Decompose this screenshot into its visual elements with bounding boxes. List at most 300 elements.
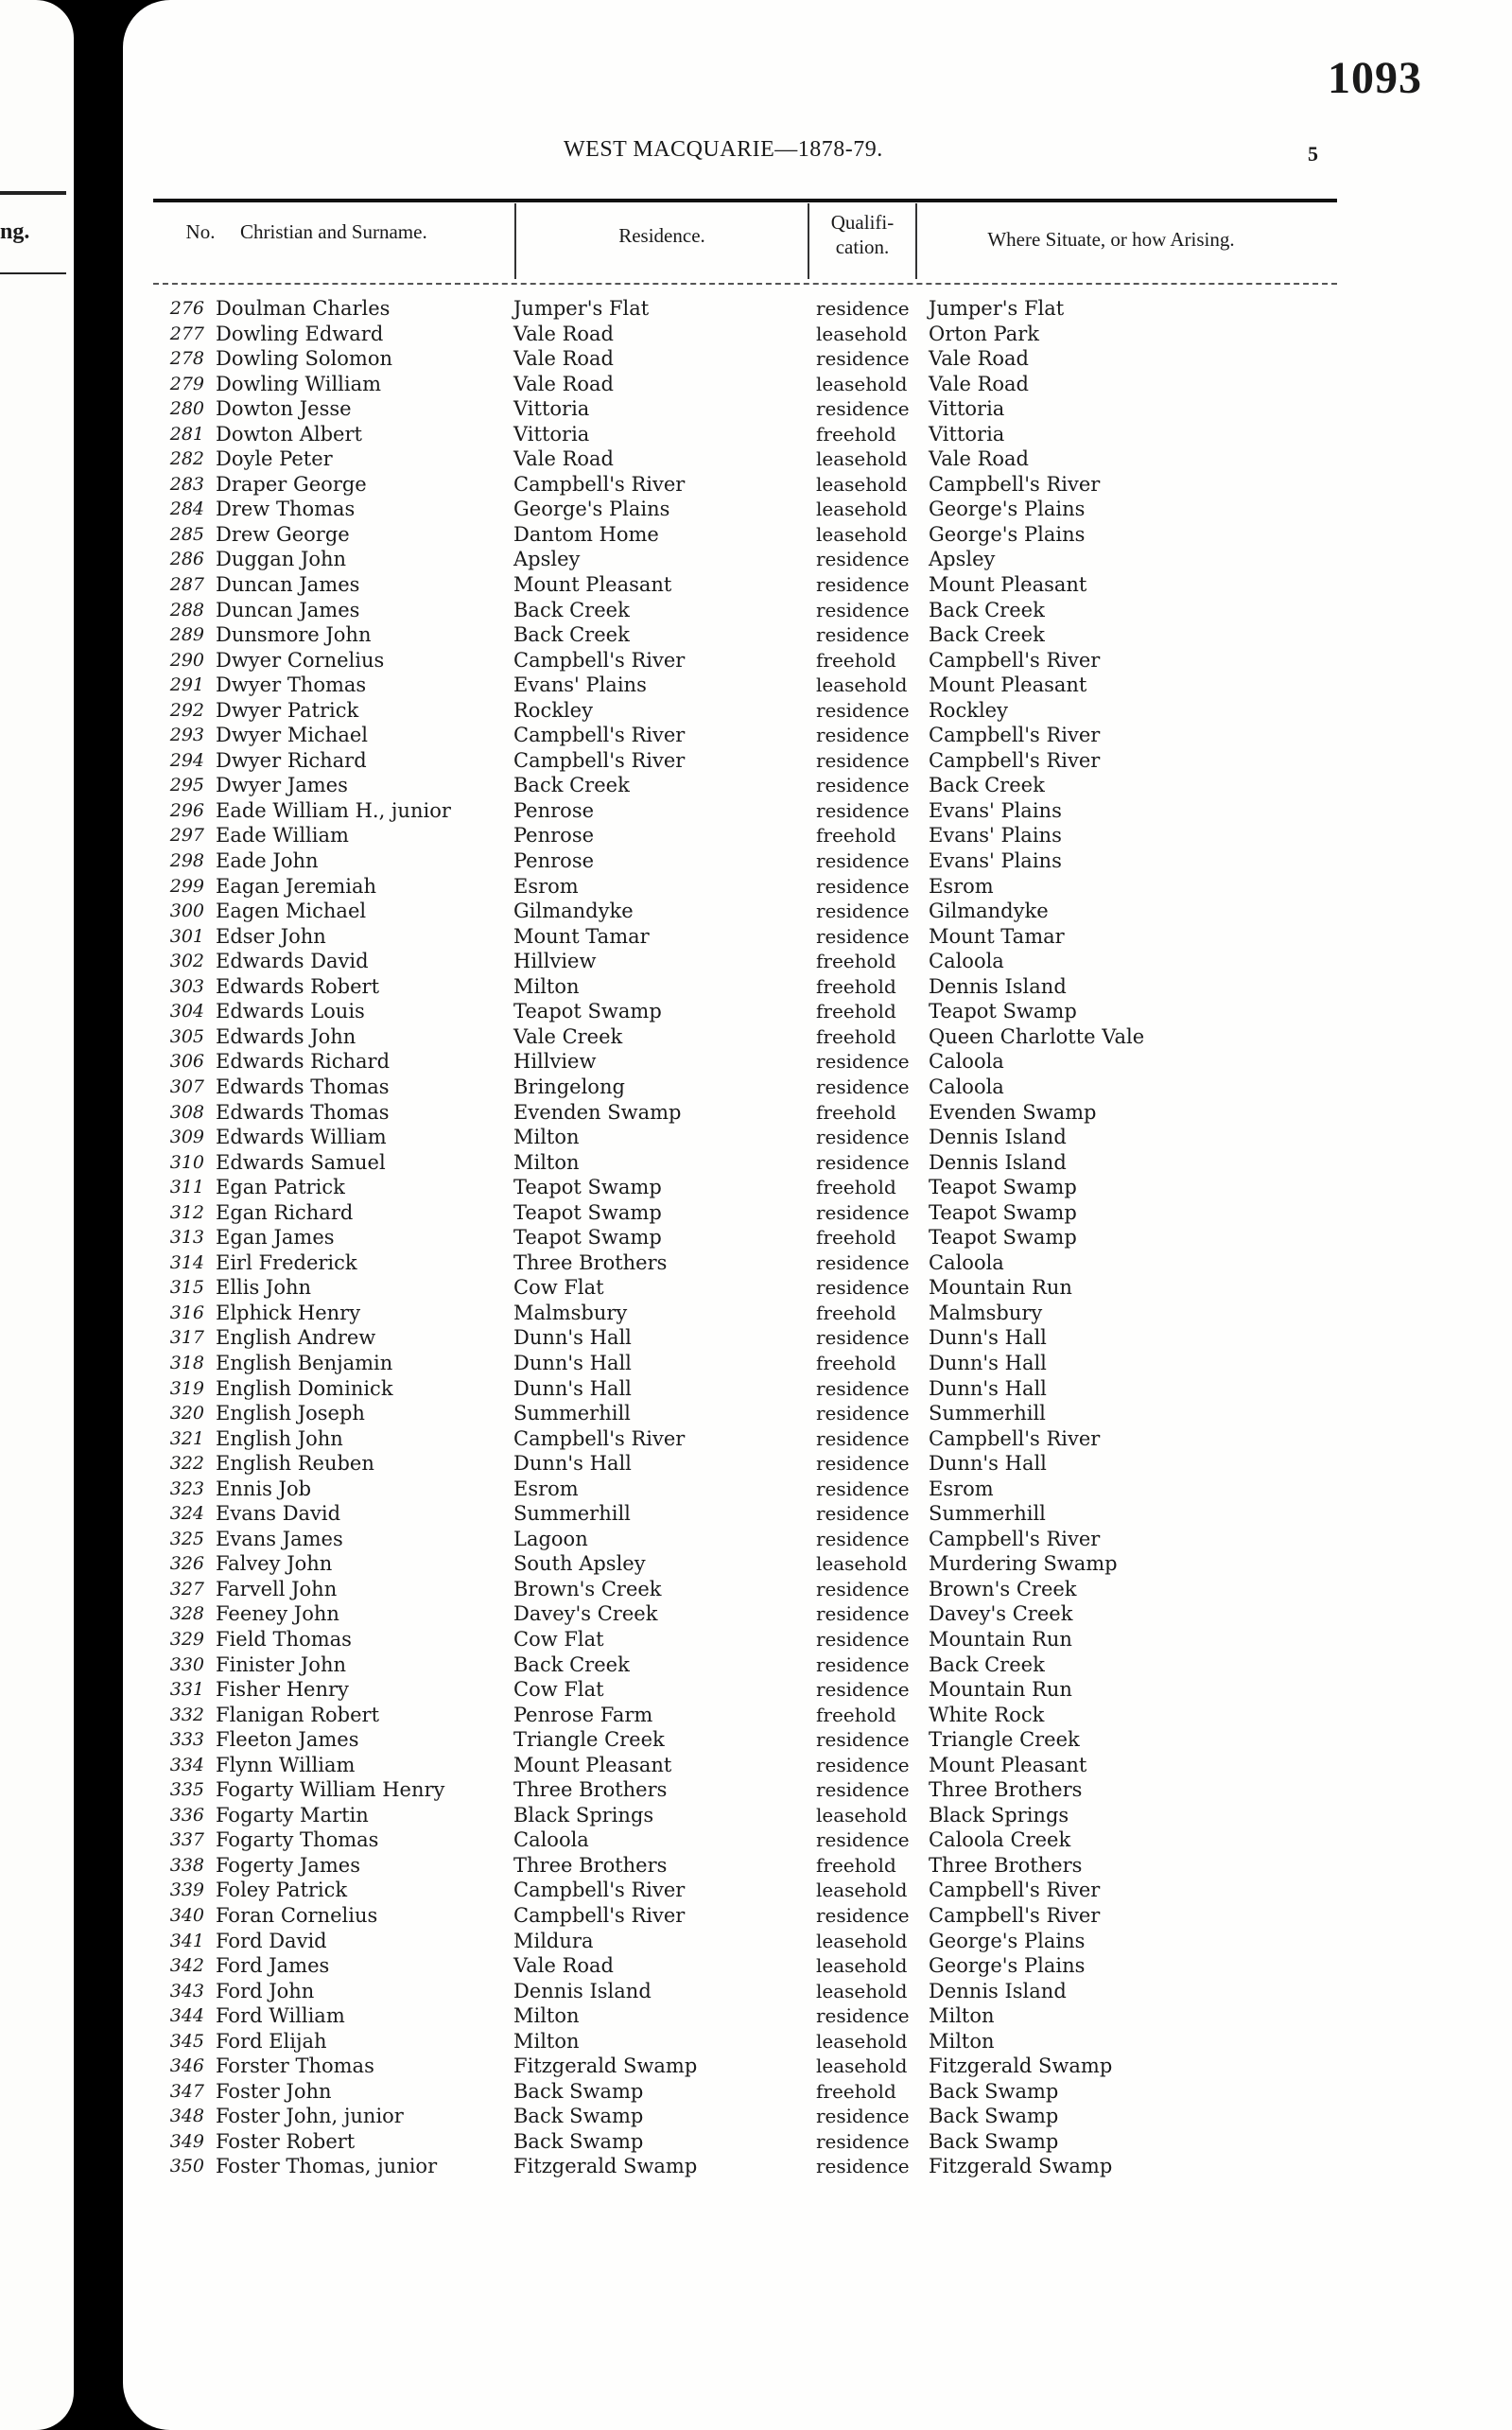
entry-residence: Penrose Farm	[513, 1703, 653, 1726]
facing-page-rule-lower	[0, 272, 66, 274]
entry-where-situate: Esrom	[929, 874, 994, 898]
entry-number: 334	[169, 1754, 204, 1775]
entry-qualification: freehold	[816, 1301, 896, 1324]
column-divider	[915, 203, 917, 279]
entry-where-situate: George's Plains	[929, 522, 1086, 546]
entry-where-situate: Dennis Island	[929, 1150, 1067, 1174]
entry-number: 300	[169, 900, 204, 922]
entry-residence: Campbell's River	[513, 1426, 686, 1450]
entry-qualification: residence	[816, 798, 910, 822]
table-row	[123, 547, 1512, 572]
facing-page-fragment: ng.	[0, 219, 30, 244]
entry-name: Edwards Richard	[216, 1050, 391, 1074]
entry-qualification: residence	[816, 1075, 910, 1098]
header-rule-bottom	[153, 283, 1337, 286]
entry-residence: Back Swamp	[513, 2079, 644, 2103]
entry-where-situate: Mountain Run	[929, 1678, 1072, 1702]
table-row	[123, 1150, 1512, 1176]
entry-number: 305	[169, 1025, 204, 1047]
entry-where-situate: Dunn's Hall	[929, 1376, 1047, 1400]
entry-number: 282	[169, 448, 204, 470]
entry-number: 303	[169, 975, 204, 997]
entry-qualification: residence	[816, 2129, 910, 2153]
entry-name: Dowling Solomon	[216, 347, 393, 371]
entry-residence: Rockley	[513, 698, 593, 722]
entry-name: Ellis John	[216, 1276, 312, 1300]
entry-name: Finister John	[216, 1652, 346, 1676]
column-header-name: Christian and Surname.	[240, 220, 427, 243]
entry-where-situate: Apsley	[929, 548, 996, 571]
entry-qualification: residence	[816, 548, 910, 571]
entry-where-situate: Mount Pleasant	[929, 673, 1087, 697]
table-row	[123, 773, 1512, 798]
entry-where-situate: Campbell's River	[929, 1527, 1101, 1550]
entry-where-situate: Back Swamp	[929, 2079, 1059, 2103]
entry-residence: Vittoria	[513, 422, 590, 446]
entry-qualification: residence	[816, 1126, 910, 1149]
entry-name: Egan Richard	[216, 1200, 354, 1224]
entry-name: Edwards Robert	[216, 974, 380, 998]
entry-number: 319	[169, 1377, 204, 1399]
entry-number: 340	[169, 1905, 204, 1926]
entry-qualification: leasehold	[816, 447, 908, 471]
entry-qualification: residence	[816, 1728, 910, 1752]
entry-residence: Evans' Plains	[513, 673, 647, 697]
entry-name: Evans James	[216, 1527, 343, 1550]
entry-qualification: freehold	[816, 1351, 896, 1374]
entry-where-situate: Vale Road	[929, 372, 1029, 395]
table-row	[123, 598, 1512, 623]
entry-number: 311	[169, 1177, 204, 1198]
entry-name: Flanigan Robert	[216, 1703, 380, 1726]
entry-name: Fleeton James	[216, 1728, 359, 1752]
table-row	[123, 1200, 1512, 1226]
entry-where-situate: White Rock	[929, 1703, 1045, 1726]
entry-qualification: residence	[816, 900, 910, 923]
entry-number: 301	[169, 925, 204, 947]
entry-qualification: residence	[816, 1652, 910, 1676]
entry-qualification: residence	[816, 347, 910, 371]
qualification-header-line2: cation.	[835, 236, 890, 258]
entry-residence: Teapot Swamp	[513, 1200, 662, 1224]
entry-residence: Vale Road	[513, 447, 614, 471]
facing-page-edge	[0, 0, 74, 2430]
entry-number: 316	[169, 1302, 204, 1323]
entry-residence: Campbell's River	[513, 1879, 686, 1902]
entry-qualification: residence	[816, 698, 910, 722]
entry-residence: Vale Road	[513, 1954, 614, 1978]
entry-qualification: residence	[816, 1502, 910, 1526]
entry-residence: Vittoria	[513, 397, 590, 421]
entry-residence: Milton	[513, 974, 580, 998]
entry-qualification: residence	[816, 297, 910, 320]
entry-number: 302	[169, 951, 204, 972]
entry-where-situate: Teapot Swamp	[929, 1226, 1077, 1250]
entry-name: Dwyer James	[216, 774, 348, 797]
entry-number: 346	[169, 2055, 204, 2077]
entry-residence: Esrom	[513, 874, 579, 898]
entry-name: Duncan James	[216, 598, 360, 621]
entry-residence: Cow Flat	[513, 1276, 604, 1300]
entry-qualification: residence	[816, 849, 910, 873]
column-divider	[514, 203, 516, 279]
entry-residence: Campbell's River	[513, 472, 686, 496]
entry-qualification: residence	[816, 1753, 910, 1776]
entry-name: Duncan James	[216, 573, 360, 597]
entry-name: Fogarty Thomas	[216, 1828, 379, 1852]
entry-where-situate: Back Creek	[929, 623, 1045, 647]
entry-residence: Evenden Swamp	[513, 1100, 682, 1124]
entry-name: Foley Patrick	[216, 1879, 348, 1902]
entry-number: 296	[169, 799, 204, 821]
table-row	[123, 1325, 1512, 1351]
entry-name: Dunsmore John	[216, 623, 372, 647]
table-row	[123, 1351, 1512, 1376]
entry-name: Fisher Henry	[216, 1678, 349, 1702]
entry-residence: Mildura	[513, 1929, 594, 1952]
column-header-no: No.	[185, 220, 216, 243]
entry-where-situate: Campbell's River	[929, 748, 1101, 772]
table-row	[123, 497, 1512, 522]
entry-name: Feeney John	[216, 1602, 339, 1626]
entry-qualification: residence	[816, 1200, 910, 1224]
entry-number: 288	[169, 599, 204, 621]
entry-residence: Apsley	[513, 548, 581, 571]
entry-qualification: residence	[816, 774, 910, 797]
entry-residence: Gilmandyke	[513, 900, 634, 923]
table-row	[123, 2029, 1512, 2054]
entry-number: 345	[169, 2030, 204, 2052]
table-row	[123, 1929, 1512, 1954]
entry-number: 289	[169, 624, 204, 646]
entry-qualification: residence	[816, 724, 910, 747]
entry-number: 325	[169, 1528, 204, 1549]
table-row	[123, 396, 1512, 422]
entry-residence: Three Brothers	[513, 1853, 668, 1877]
table-row	[123, 1426, 1512, 1452]
entry-number: 284	[169, 498, 204, 520]
entry-qualification: freehold	[816, 1853, 896, 1877]
entry-where-situate: Orton Park	[929, 322, 1040, 345]
entry-name: English Dominick	[216, 1376, 393, 1400]
entry-name: Dwyer Thomas	[216, 673, 367, 697]
entry-residence: Teapot Swamp	[513, 1176, 662, 1199]
table-row	[123, 974, 1512, 1000]
entry-residence: Back Creek	[513, 774, 630, 797]
entry-number: 309	[169, 1127, 204, 1148]
entry-where-situate: Mountain Run	[929, 1627, 1072, 1651]
entry-residence: Davey's Creek	[513, 1602, 658, 1626]
entry-name: Ford William	[216, 2004, 345, 2028]
entry-residence: Milton	[513, 2004, 580, 2028]
table-row	[123, 1878, 1512, 1903]
table-row	[123, 2003, 1512, 2029]
entry-residence: Dantom Home	[513, 522, 659, 546]
entry-qualification: residence	[816, 623, 910, 647]
entry-qualification: freehold	[816, 824, 896, 848]
entry-qualification: leasehold	[816, 1552, 908, 1576]
entry-residence: Hillview	[513, 950, 597, 973]
entry-number: 307	[169, 1075, 204, 1097]
entry-residence: Back Creek	[513, 598, 630, 621]
entry-qualification: residence	[816, 1477, 910, 1500]
entry-qualification: residence	[816, 748, 910, 772]
entry-residence: Caloola	[513, 1828, 589, 1852]
table-row	[123, 446, 1512, 472]
entry-number: 323	[169, 1477, 204, 1499]
entry-name: Dwyer Richard	[216, 748, 367, 772]
entry-residence: Dunn's Hall	[513, 1452, 632, 1476]
table-row	[123, 1953, 1512, 1979]
entry-residence: Vale Road	[513, 372, 614, 395]
entry-where-situate: Three Brothers	[929, 1853, 1083, 1877]
entry-name: English John	[216, 1426, 343, 1450]
entry-qualification: freehold	[816, 1100, 896, 1124]
entry-name: Eade William H., junior	[216, 798, 451, 822]
entry-number: 281	[169, 423, 204, 445]
entry-where-situate: Caloola	[929, 1075, 1004, 1098]
entry-where-situate: Back Creek	[929, 774, 1045, 797]
entry-name: Edwards John	[216, 1024, 356, 1048]
entry-where-situate: Teapot Swamp	[929, 1000, 1077, 1023]
facing-page-rule	[0, 191, 66, 195]
entry-qualification: residence	[816, 1778, 910, 1802]
entry-qualification: leasehold	[816, 1979, 908, 2002]
entry-where-situate: Summerhill	[929, 1502, 1046, 1526]
table-row	[123, 1703, 1512, 1728]
entry-residence: Fitzgerald Swamp	[513, 2155, 698, 2178]
entry-where-situate: Jumper's Flat	[929, 297, 1065, 320]
entry-where-situate: Dennis Island	[929, 974, 1067, 998]
table-row	[123, 372, 1512, 397]
entry-where-situate: George's Plains	[929, 498, 1086, 521]
entry-qualification: residence	[816, 1602, 910, 1626]
table-row	[123, 1175, 1512, 1200]
table-row	[123, 1501, 1512, 1527]
entry-name: Dowton Albert	[216, 422, 362, 446]
entry-name: Foster Thomas, junior	[216, 2155, 438, 2178]
entry-qualification: leasehold	[816, 1954, 908, 1978]
table-row	[123, 422, 1512, 447]
entry-qualification: residence	[816, 1050, 910, 1074]
table-row	[123, 2054, 1512, 2079]
entry-where-situate: Campbell's River	[929, 648, 1101, 672]
table-row	[123, 1527, 1512, 1552]
entry-qualification: leasehold	[816, 1803, 908, 1827]
entry-name: Eagen Michael	[216, 900, 367, 923]
entry-number: 310	[169, 1151, 204, 1173]
entry-number: 291	[169, 674, 204, 696]
entry-name: Dowling William	[216, 372, 382, 395]
entry-qualification: leasehold	[816, 322, 908, 345]
table-row	[123, 848, 1512, 874]
table-row	[123, 648, 1512, 673]
entry-residence: Back Creek	[513, 1652, 630, 1676]
entry-where-situate: Caloola Creek	[929, 1828, 1071, 1852]
entry-name: Eirl Frederick	[216, 1250, 357, 1274]
entry-where-situate: Murdering Swamp	[929, 1552, 1118, 1576]
table-row	[123, 1777, 1512, 1803]
entry-number: 279	[169, 373, 204, 394]
entry-name: Doulman Charles	[216, 297, 391, 320]
entry-qualification: residence	[816, 2004, 910, 2028]
table-row	[123, 1250, 1512, 1276]
page-number: 1093	[1328, 53, 1422, 103]
entry-number: 313	[169, 1227, 204, 1249]
entry-name: Duggan John	[216, 548, 347, 571]
entry-qualification: residence	[816, 1276, 910, 1300]
entry-number: 285	[169, 523, 204, 545]
entry-where-situate: Evenden Swamp	[929, 1100, 1097, 1124]
entry-name: English Reuben	[216, 1452, 374, 1476]
column-header-residence: Residence.	[618, 224, 705, 247]
entry-number: 331	[169, 1679, 204, 1701]
entry-number: 341	[169, 1930, 204, 1951]
entry-qualification: freehold	[816, 1024, 896, 1048]
entry-residence: Milton	[513, 1150, 580, 1174]
entry-where-situate: Campbell's River	[929, 724, 1101, 747]
entry-where-situate: Back Swamp	[929, 2129, 1059, 2153]
entry-name: Eagan Jeremiah	[216, 874, 376, 898]
entry-number: 293	[169, 725, 204, 746]
qualification-header-line1: Qualifi-	[830, 211, 895, 234]
entry-where-situate: George's Plains	[929, 1929, 1086, 1952]
table-row	[123, 999, 1512, 1024]
entry-qualification: freehold	[816, 422, 896, 446]
register-rows	[123, 296, 1512, 2179]
entry-qualification: freehold	[816, 1000, 896, 1023]
entry-name: Foster John	[216, 2079, 332, 2103]
entry-number: 283	[169, 473, 204, 495]
table-row	[123, 1551, 1512, 1577]
entry-qualification: residence	[816, 1577, 910, 1600]
entry-where-situate: Esrom	[929, 1477, 994, 1500]
entry-where-situate: Vale Road	[929, 347, 1029, 371]
table-row	[123, 723, 1512, 748]
table-row	[123, 924, 1512, 950]
entry-name: Fogarty William Henry	[216, 1778, 445, 1802]
table-row	[123, 1275, 1512, 1301]
table-row	[123, 1577, 1512, 1602]
table-row	[123, 322, 1512, 347]
entry-residence: Triangle Creek	[513, 1728, 665, 1752]
entry-name: Foster Robert	[216, 2129, 356, 2153]
entry-residence: Dunn's Hall	[513, 1326, 632, 1350]
table-row	[123, 346, 1512, 372]
entry-residence: Bringelong	[513, 1075, 625, 1098]
entry-residence: Dennis Island	[513, 1979, 652, 2002]
entry-where-situate: Evans' Plains	[929, 824, 1062, 848]
entry-qualification: freehold	[816, 2079, 896, 2103]
entry-qualification: residence	[816, 2105, 910, 2128]
entry-residence: Back Swamp	[513, 2105, 644, 2128]
entry-name: Fogerty James	[216, 1853, 361, 1877]
entry-residence: Penrose	[513, 798, 595, 822]
table-row	[123, 472, 1512, 498]
entry-qualification: residence	[816, 1250, 910, 1274]
table-row	[123, 1225, 1512, 1250]
table-row	[123, 1677, 1512, 1703]
entry-number: 343	[169, 1980, 204, 2002]
table-row	[123, 1827, 1512, 1853]
entry-residence: Esrom	[513, 1477, 579, 1500]
entry-where-situate: Davey's Creek	[929, 1602, 1073, 1626]
entry-where-situate: Gilmandyke	[929, 900, 1049, 923]
entry-number: 280	[169, 398, 204, 420]
column-divider	[808, 203, 809, 279]
entry-residence: Malmsbury	[513, 1301, 628, 1324]
table-row	[123, 1376, 1512, 1402]
entry-number: 318	[169, 1352, 204, 1373]
entry-where-situate: Dunn's Hall	[929, 1452, 1047, 1476]
entry-name: Edwards Thomas	[216, 1075, 390, 1098]
entry-where-situate: Vittoria	[929, 422, 1005, 446]
entry-residence: Teapot Swamp	[513, 1000, 662, 1023]
entry-residence: Penrose	[513, 824, 595, 848]
entry-qualification: residence	[816, 1326, 910, 1350]
entry-residence: South Apsley	[513, 1552, 646, 1576]
entry-where-situate: Dunn's Hall	[929, 1326, 1047, 1350]
entry-residence: Jumper's Flat	[513, 297, 650, 320]
table-row	[123, 1401, 1512, 1426]
entry-number: 339	[169, 1879, 204, 1901]
table-row	[123, 1451, 1512, 1477]
entry-qualification: residence	[816, 1678, 910, 1702]
entry-where-situate: Caloola	[929, 1250, 1004, 1274]
table-row	[123, 2104, 1512, 2129]
entry-residence: Back Swamp	[513, 2129, 644, 2153]
entry-number: 312	[169, 1201, 204, 1223]
entry-qualification: residence	[816, 2155, 910, 2178]
entry-name: Eade John	[216, 849, 319, 873]
entry-residence: Summerhill	[513, 1402, 631, 1425]
entry-number: 294	[169, 749, 204, 771]
entry-where-situate: Dennis Island	[929, 1979, 1067, 2002]
entry-qualification: leasehold	[816, 498, 908, 521]
entry-residence: Teapot Swamp	[513, 1226, 662, 1250]
entry-qualification: residence	[816, 1904, 910, 1927]
entry-number: 349	[169, 2130, 204, 2152]
table-row	[123, 1652, 1512, 1678]
entry-where-situate: Brown's Creek	[929, 1577, 1077, 1600]
entry-where-situate: Caloola	[929, 950, 1004, 973]
entry-number: 278	[169, 348, 204, 370]
entry-qualification: residence	[816, 924, 910, 948]
entry-name: Falvey John	[216, 1552, 333, 1576]
entry-name: Dwyer Patrick	[216, 698, 359, 722]
entry-where-situate: George's Plains	[929, 1954, 1086, 1978]
entry-where-situate: Three Brothers	[929, 1778, 1083, 1802]
entry-where-situate: Campbell's River	[929, 1879, 1101, 1902]
entry-qualification: residence	[816, 874, 910, 898]
entry-name: Dwyer Michael	[216, 724, 368, 747]
entry-name: Elphick Henry	[216, 1301, 361, 1324]
entry-name: Ford James	[216, 1954, 330, 1978]
entry-where-situate: Milton	[929, 2004, 995, 2028]
entry-residence: Summerhill	[513, 1502, 631, 1526]
table-row	[123, 1301, 1512, 1326]
entry-qualification: residence	[816, 1402, 910, 1425]
entry-name: Edwards Samuel	[216, 1150, 386, 1174]
entry-name: Ennis Job	[216, 1477, 312, 1500]
entry-number: 342	[169, 1955, 204, 1977]
table-row	[123, 1049, 1512, 1075]
entry-qualification: residence	[816, 1426, 910, 1450]
entry-where-situate: Mount Pleasant	[929, 573, 1087, 597]
table-row	[123, 622, 1512, 648]
table-row	[123, 1477, 1512, 1502]
table-row	[123, 2079, 1512, 2105]
